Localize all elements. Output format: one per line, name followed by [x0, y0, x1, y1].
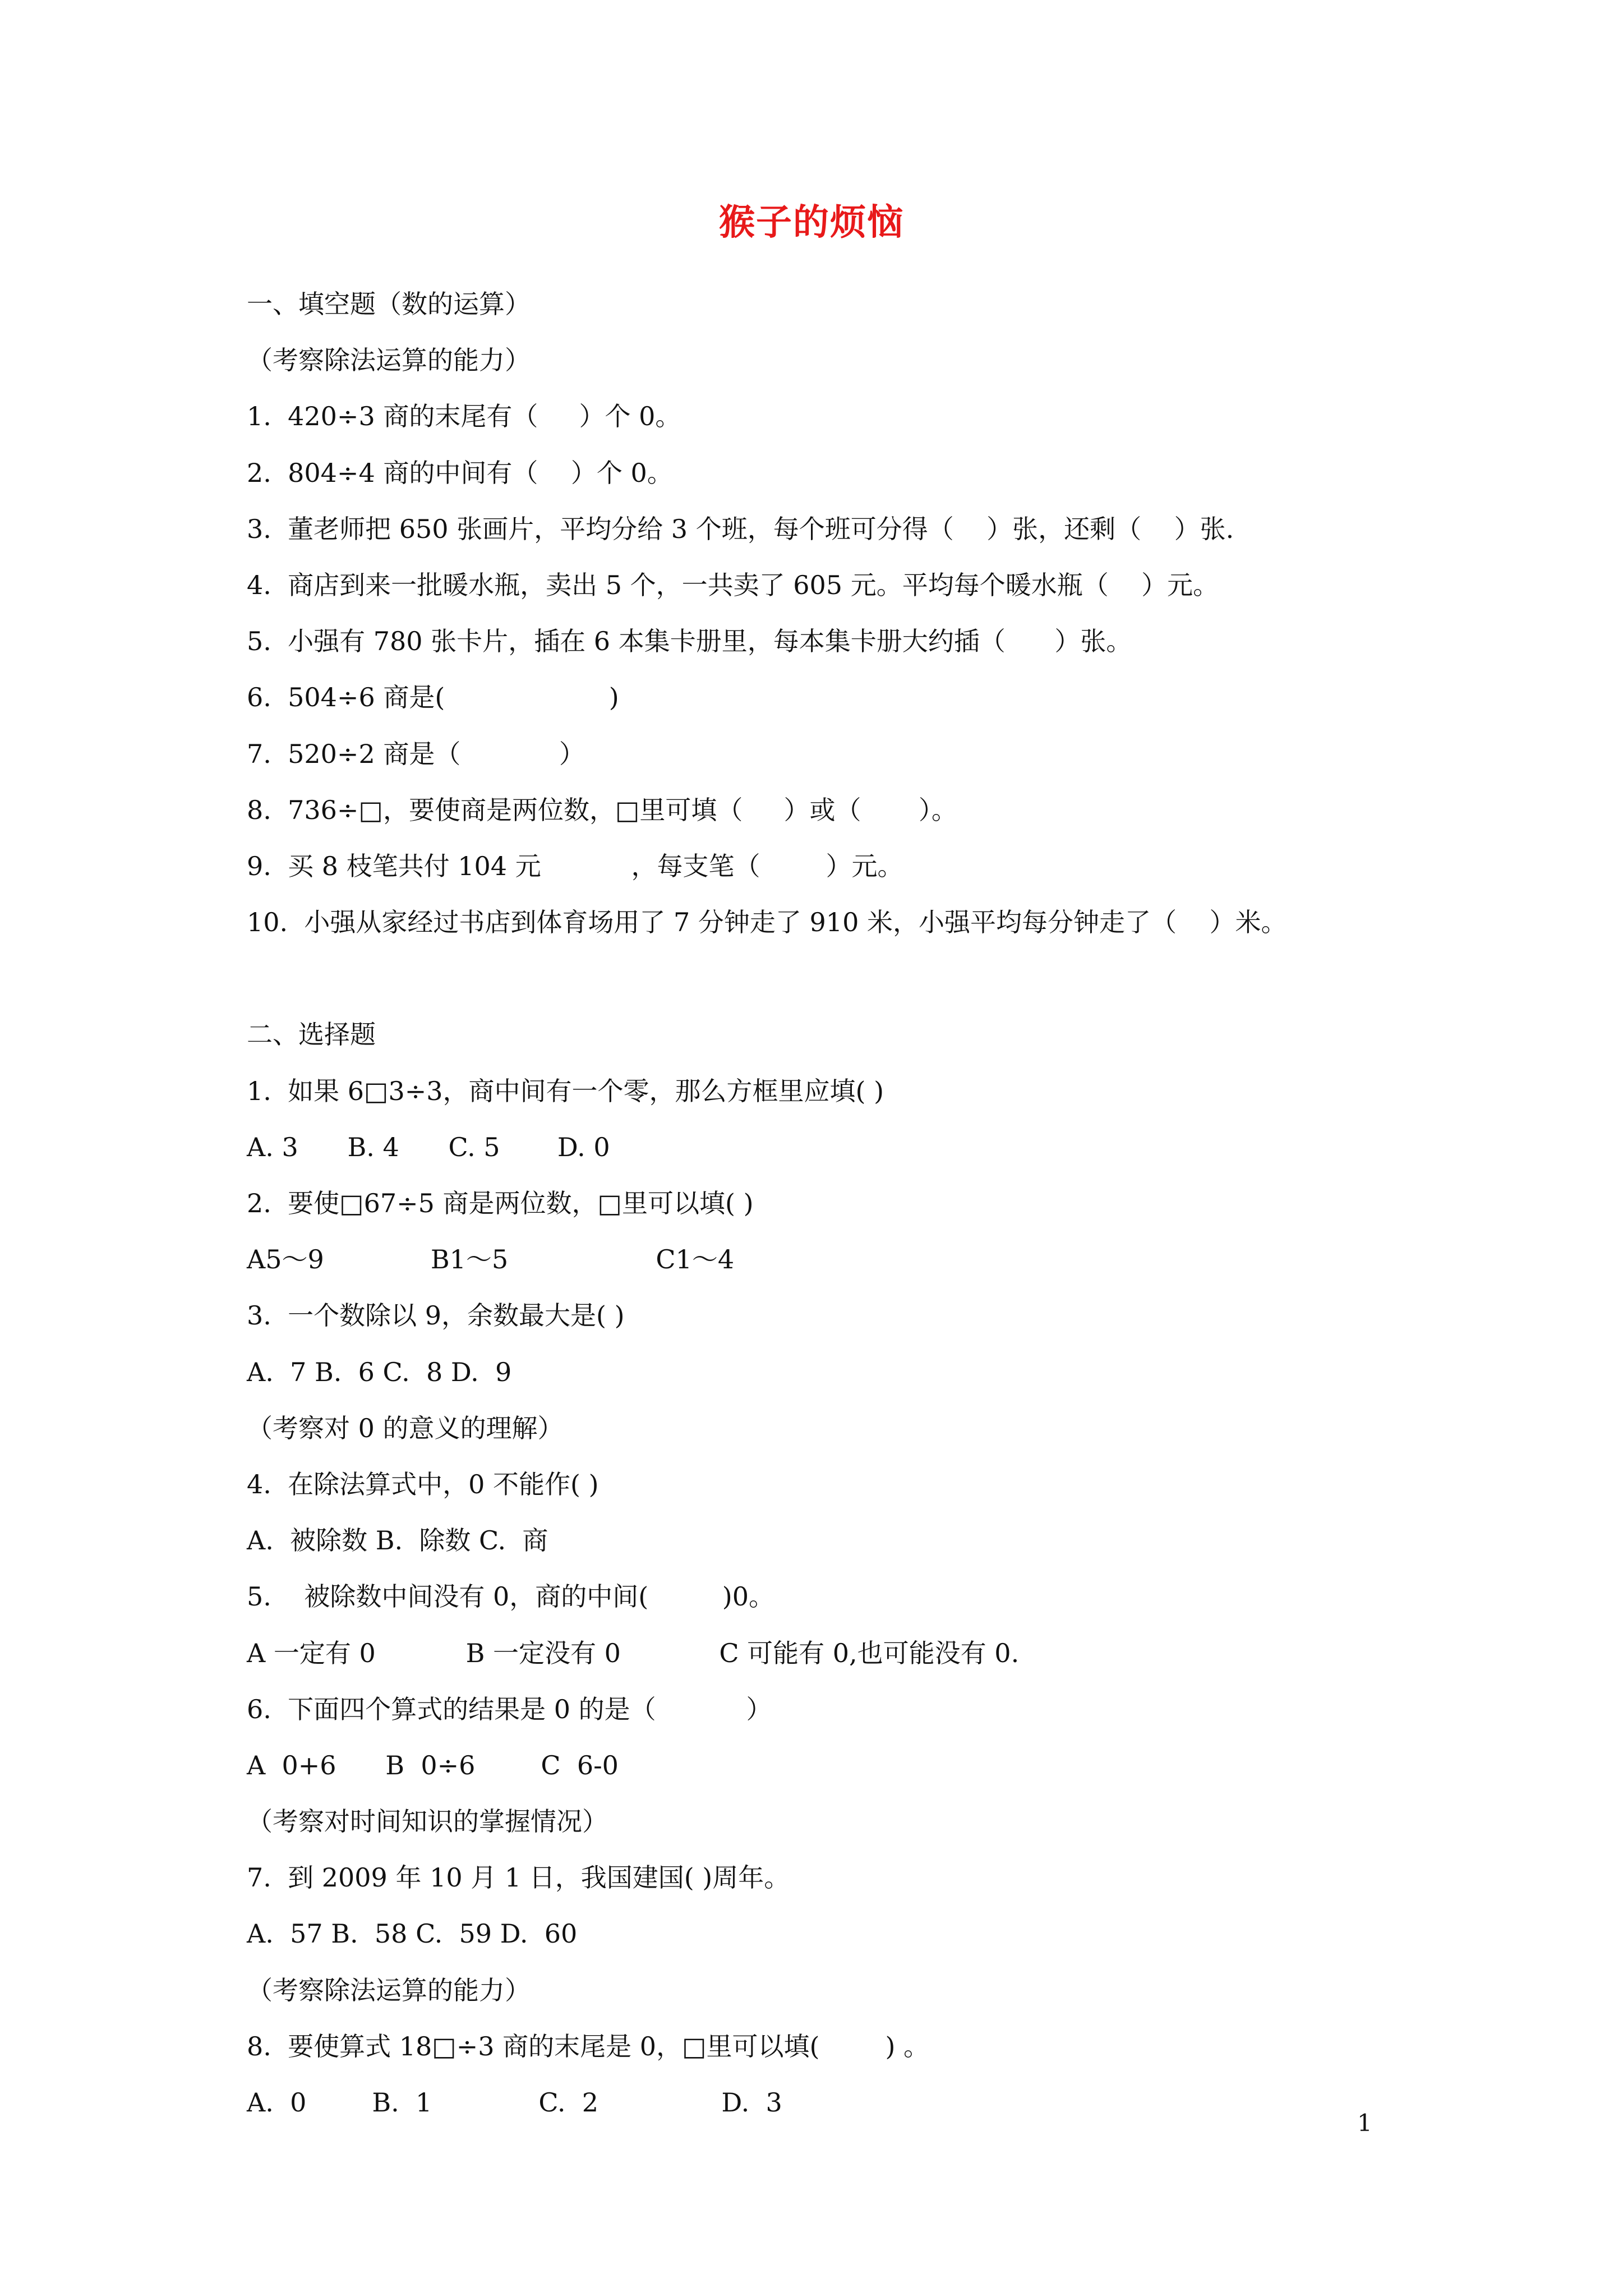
- question-item: 6. 504÷6 商是( ): [247, 682, 619, 713]
- answer-options: A. 3 B. 4 C. 5 D. 0: [247, 1131, 610, 1162]
- question-line: 7. 到 2009 年 10 月 1 日，我国建国( )周年。: [247, 1862, 790, 1893]
- question-item: 8. 736÷□，要使商是两位数，□里可填（ ）或（ ）。: [247, 794, 957, 825]
- section-note: （考察对时间知识的掌握情况）: [247, 1806, 608, 1837]
- answer-options: A. 0 B. 1 C. 2 D. 3: [247, 2087, 782, 2118]
- question-line: 4. 在除法算式中，0 不能作( ): [247, 1469, 599, 1499]
- question-line: 2. 要使□67÷5 商是两位数，□里可以填( ): [247, 1188, 754, 1218]
- question-line: 5. 被除数中间没有 0，商的中间( )0。: [247, 1581, 775, 1612]
- section-note: （考察除法运算的能力）: [247, 345, 531, 376]
- question-item: 2. 804÷4 商的中间有（ ）个 0。: [247, 457, 673, 488]
- answer-options: A. 被除数 B. 除数 C. 商: [247, 1525, 548, 1556]
- section-note: （考察除法运算的能力）: [247, 1975, 531, 2005]
- section-heading-multiple-choice: 二、选择题: [247, 1019, 376, 1050]
- question-item: 3. 董老师把 650 张画片，平均分给 3 个班，每个班可分得（ ）张，还剩（ ）张.: [247, 513, 1234, 544]
- question-line: 6. 下面四个算式的结果是 0 的是（ ）: [247, 1694, 772, 1724]
- question-item: 5. 小强有 780 张卡片，插在 6 本集卡册里，每本集卡册大约插（ ）张。: [247, 626, 1132, 657]
- question-item: 10. 小强从家经过书店到体育场用了 7 分钟走了 910 米，小强平均每分钟走了（ ）米。: [247, 907, 1287, 938]
- answer-options: A 一定有 0 B 一定没有 0 C 可能有 0,也可能没有 0.: [247, 1637, 1020, 1668]
- page-number: 1: [1357, 2109, 1372, 2137]
- answer-options: A. 7 B. 6 C. 8 D. 9: [247, 1356, 512, 1387]
- answer-options: A. 57 B. 58 C. 59 D. 60: [247, 1918, 578, 1949]
- section-spacer: [247, 950, 1424, 1006]
- question-item: 1. 420÷3 商的末尾有（ ）个 0。: [247, 401, 681, 432]
- question-item: 7. 520÷2 商是（ ）: [247, 738, 585, 769]
- question-line: 8. 要使算式 18□÷3 商的末尾是 0，□里可以填( ) 。: [247, 2031, 930, 2062]
- section-heading-fill-in: 一、填空题（数的运算）: [247, 289, 531, 319]
- page-title: 猴子的烦恼: [719, 201, 904, 243]
- section-note: （考察对 0 的意义的理解）: [247, 1412, 564, 1443]
- answer-options: A5～9 B1～5 C1～4: [247, 1244, 735, 1275]
- question-line: 3. 一个数除以 9，余数最大是( ): [247, 1300, 625, 1331]
- question-line: 1. 如果 6□3÷3，商中间有一个零，那么方框里应填( ): [247, 1075, 884, 1106]
- question-item: 9. 买 8 枝笔共付 104 元 ，每支笔（ ）元。: [247, 850, 903, 881]
- question-item: 4. 商店到来一批暖水瓶，卖出 5 个，一共卖了 605 元。平均每个暖水瓶（ ）元。: [247, 569, 1219, 600]
- worksheet-content: [247, 276, 1424, 2131]
- answer-options: A 0+6 B 0÷6 C 6-0: [247, 1750, 619, 1780]
